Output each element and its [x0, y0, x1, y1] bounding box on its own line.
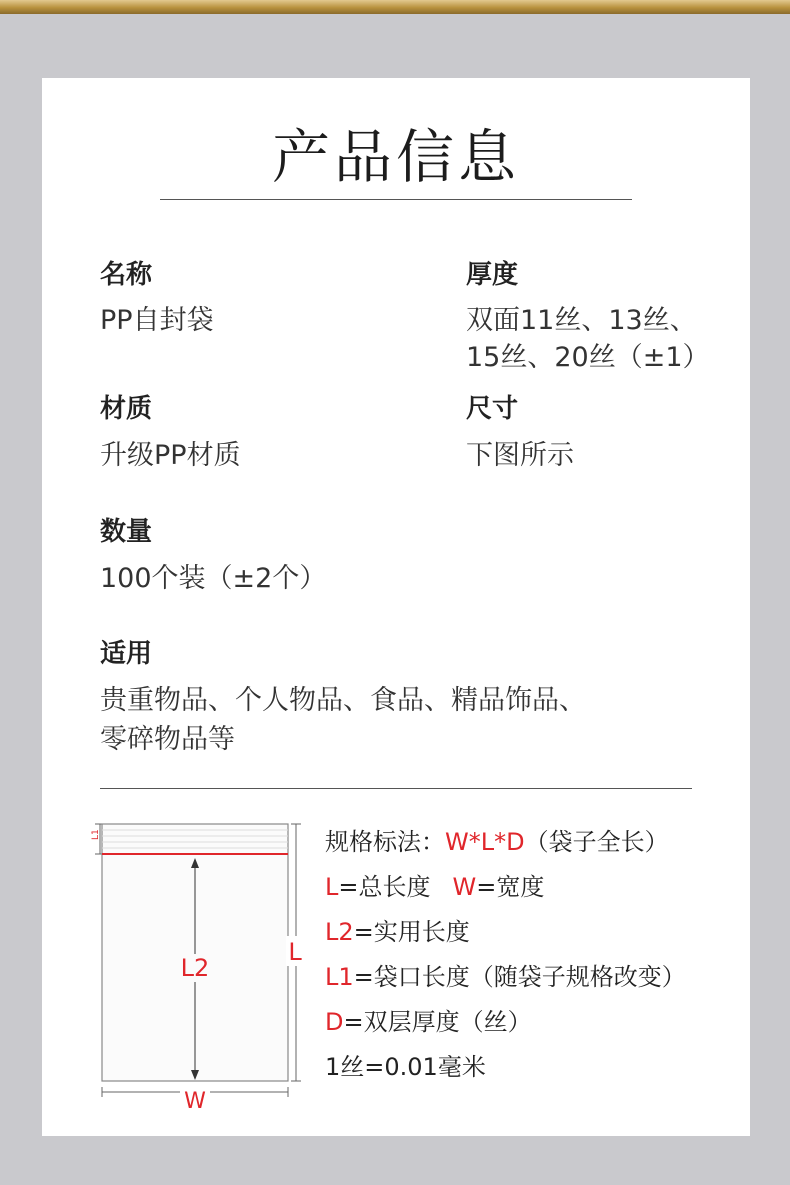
- size-value: 下图所示: [466, 440, 574, 471]
- thickness-value-line2: 15丝、20丝（±1）: [466, 342, 710, 373]
- page-title: 产品信息: [271, 123, 520, 191]
- spec-format-prefix: 规格标法：: [325, 828, 445, 856]
- spec-l2-text: =实用长度: [353, 918, 470, 946]
- spec-w-text: =宽度: [476, 873, 545, 901]
- name-label: 名称: [100, 260, 153, 290]
- spec-l2-code: L2: [325, 918, 354, 946]
- diagram-label-l: L: [288, 938, 302, 966]
- title-divider: [160, 199, 632, 200]
- usage-value-line1: 贵重物品、个人物品、食品、精品饰品、: [100, 685, 586, 716]
- product-info-card: [42, 78, 750, 1136]
- spec-w-code: W: [452, 873, 477, 901]
- thickness-value-line1: 双面11丝、13丝、: [466, 305, 697, 336]
- bag-size-diagram: [82, 816, 302, 1116]
- usage-label: 适用: [100, 639, 153, 669]
- thickness-label: 厚度: [466, 260, 519, 290]
- name-value: PP自封袋: [100, 305, 214, 336]
- size-label: 尺寸: [466, 394, 519, 424]
- spec-l-text: =总长度: [338, 873, 431, 901]
- spec-line-l2: [325, 912, 470, 947]
- top-gold-border: [0, 0, 790, 14]
- section-divider: [100, 788, 692, 789]
- spec-format-suffix: （袋子全长）: [524, 828, 669, 856]
- diagram-label-l1: L1: [91, 829, 101, 840]
- quantity-label: 数量: [100, 517, 153, 547]
- spec-l-code: L: [325, 873, 339, 901]
- material-value: 升级PP材质: [100, 440, 241, 471]
- usage-value-line2: 零碎物品等: [100, 724, 235, 755]
- material-label: 材质: [100, 394, 153, 424]
- spec-line-l1: [325, 957, 686, 992]
- spec-d-code: D: [325, 1008, 344, 1036]
- spec-line-d: [325, 1002, 532, 1037]
- quantity-value: 100个装（±2个）: [100, 563, 327, 594]
- spec-line-unit: 1丝=0.01毫米: [325, 1053, 486, 1081]
- spec-d-text: =双层厚度（丝）: [343, 1008, 532, 1036]
- spec-format-code: W*L*D: [445, 828, 525, 856]
- spec-l1-code: L1: [325, 963, 354, 991]
- diagram-label-w: W: [184, 1089, 206, 1114]
- spec-line-length-width: [325, 867, 544, 902]
- diagram-label-l2: L2: [180, 954, 210, 982]
- spec-l1-text: =袋口长度（随袋子规格改变）: [353, 963, 686, 991]
- spec-line-format: [325, 822, 669, 857]
